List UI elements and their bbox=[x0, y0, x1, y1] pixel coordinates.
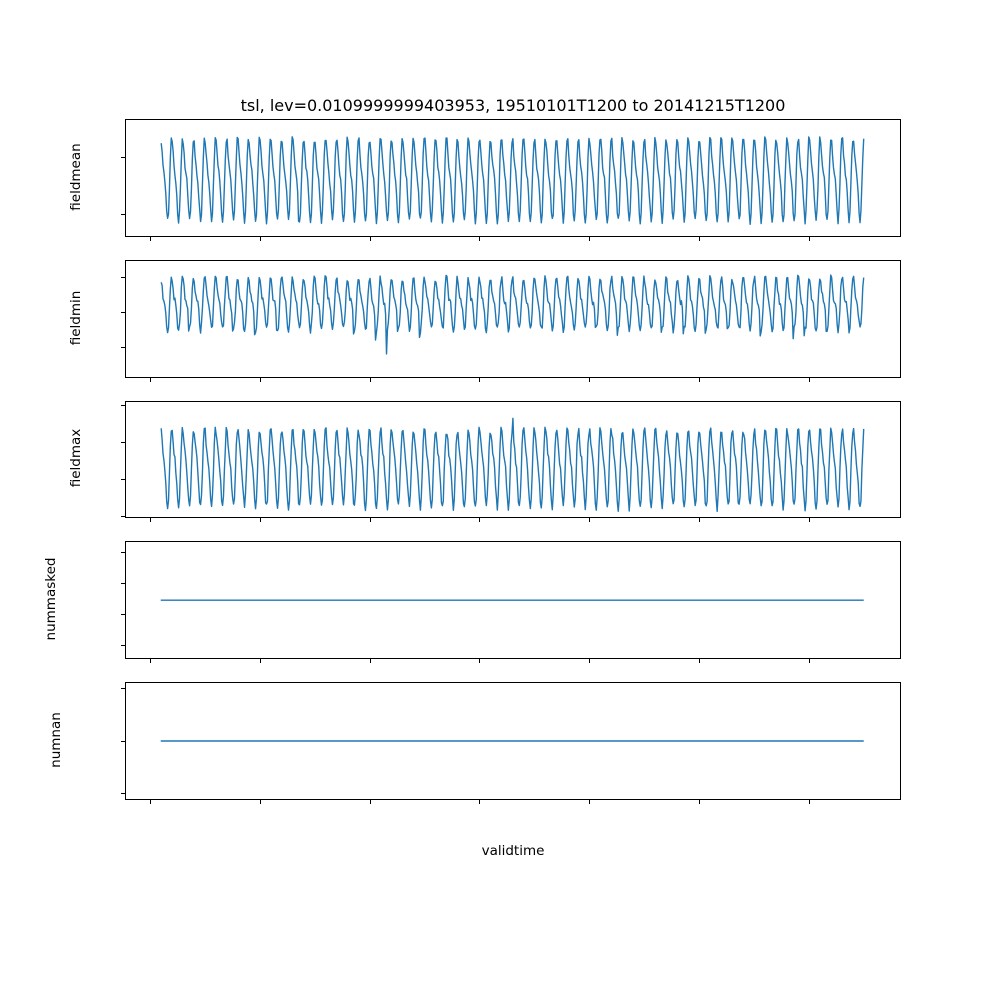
series-line-fieldmax bbox=[126, 402, 900, 518]
x-tick-mark bbox=[150, 237, 151, 241]
x-tick-mark bbox=[370, 378, 371, 382]
x-tick-mark bbox=[479, 518, 480, 522]
x-tick-mark bbox=[370, 237, 371, 241]
x-tick-mark bbox=[589, 378, 590, 382]
y-axis-label-fieldmax: fieldmax bbox=[68, 429, 84, 488]
x-tick-mark bbox=[479, 800, 480, 804]
x-tick-mark bbox=[260, 800, 261, 804]
x-tick-mark bbox=[260, 659, 261, 663]
x-tick-mark bbox=[589, 518, 590, 522]
y-tick-mark bbox=[121, 516, 125, 517]
y-tick-mark bbox=[121, 405, 125, 406]
y-tick-mark bbox=[121, 688, 125, 689]
x-tick-mark bbox=[479, 659, 480, 663]
y-tick-mark bbox=[121, 214, 125, 215]
x-tick-mark bbox=[809, 237, 810, 241]
y-tick-mark bbox=[121, 793, 125, 794]
subplot-nummasked bbox=[125, 541, 901, 659]
x-tick-mark bbox=[699, 378, 700, 382]
y-tick-mark bbox=[121, 442, 125, 443]
x-tick-mark bbox=[150, 659, 151, 663]
x-tick-mark bbox=[479, 378, 480, 382]
series-line-fieldmin bbox=[126, 261, 900, 377]
x-tick-mark bbox=[699, 659, 700, 663]
x-tick-mark bbox=[699, 800, 700, 804]
y-tick-mark bbox=[121, 277, 125, 278]
x-tick-mark bbox=[699, 518, 700, 522]
x-tick-mark bbox=[699, 237, 700, 241]
x-tick-mark bbox=[370, 518, 371, 522]
y-axis-label-fieldmin: fieldmin bbox=[68, 290, 84, 345]
subplot-numnan bbox=[125, 682, 901, 800]
x-tick-mark bbox=[809, 378, 810, 382]
x-tick-mark bbox=[589, 237, 590, 241]
subplot-fieldmean bbox=[125, 119, 901, 237]
x-tick-mark bbox=[370, 800, 371, 804]
y-tick-mark bbox=[121, 312, 125, 313]
subplot-fieldmin bbox=[125, 260, 901, 378]
chart-title: tsl, lev=0.0109999999403953, 19510101T1200 to 20141215T1200 bbox=[240, 96, 786, 115]
y-tick-mark bbox=[121, 741, 125, 742]
x-tick-mark bbox=[150, 518, 151, 522]
x-tick-mark bbox=[260, 378, 261, 382]
series-line-fieldmean bbox=[126, 120, 900, 236]
y-tick-mark bbox=[121, 479, 125, 480]
x-tick-mark bbox=[370, 659, 371, 663]
x-tick-mark bbox=[809, 518, 810, 522]
x-axis-label: validtime bbox=[481, 843, 545, 859]
x-tick-mark bbox=[479, 237, 480, 241]
series-line-numnan bbox=[126, 683, 900, 799]
y-tick-mark bbox=[121, 552, 125, 553]
x-tick-mark bbox=[260, 237, 261, 241]
series-line-nummasked bbox=[126, 542, 900, 658]
y-tick-mark bbox=[121, 614, 125, 615]
x-tick-mark bbox=[589, 659, 590, 663]
y-axis-label-numnan: numnan bbox=[48, 712, 64, 768]
y-tick-mark bbox=[121, 347, 125, 348]
y-tick-mark bbox=[121, 157, 125, 158]
y-tick-mark bbox=[121, 583, 125, 584]
x-tick-mark bbox=[150, 378, 151, 382]
x-tick-mark bbox=[809, 659, 810, 663]
x-tick-mark bbox=[150, 800, 151, 804]
subplot-fieldmax bbox=[125, 401, 901, 519]
y-axis-label-fieldmean: fieldmean bbox=[68, 143, 84, 211]
x-tick-mark bbox=[260, 518, 261, 522]
x-tick-mark bbox=[809, 800, 810, 804]
x-tick-mark bbox=[589, 800, 590, 804]
y-tick-mark bbox=[121, 645, 125, 646]
y-axis-label-nummasked: nummasked bbox=[43, 557, 59, 641]
